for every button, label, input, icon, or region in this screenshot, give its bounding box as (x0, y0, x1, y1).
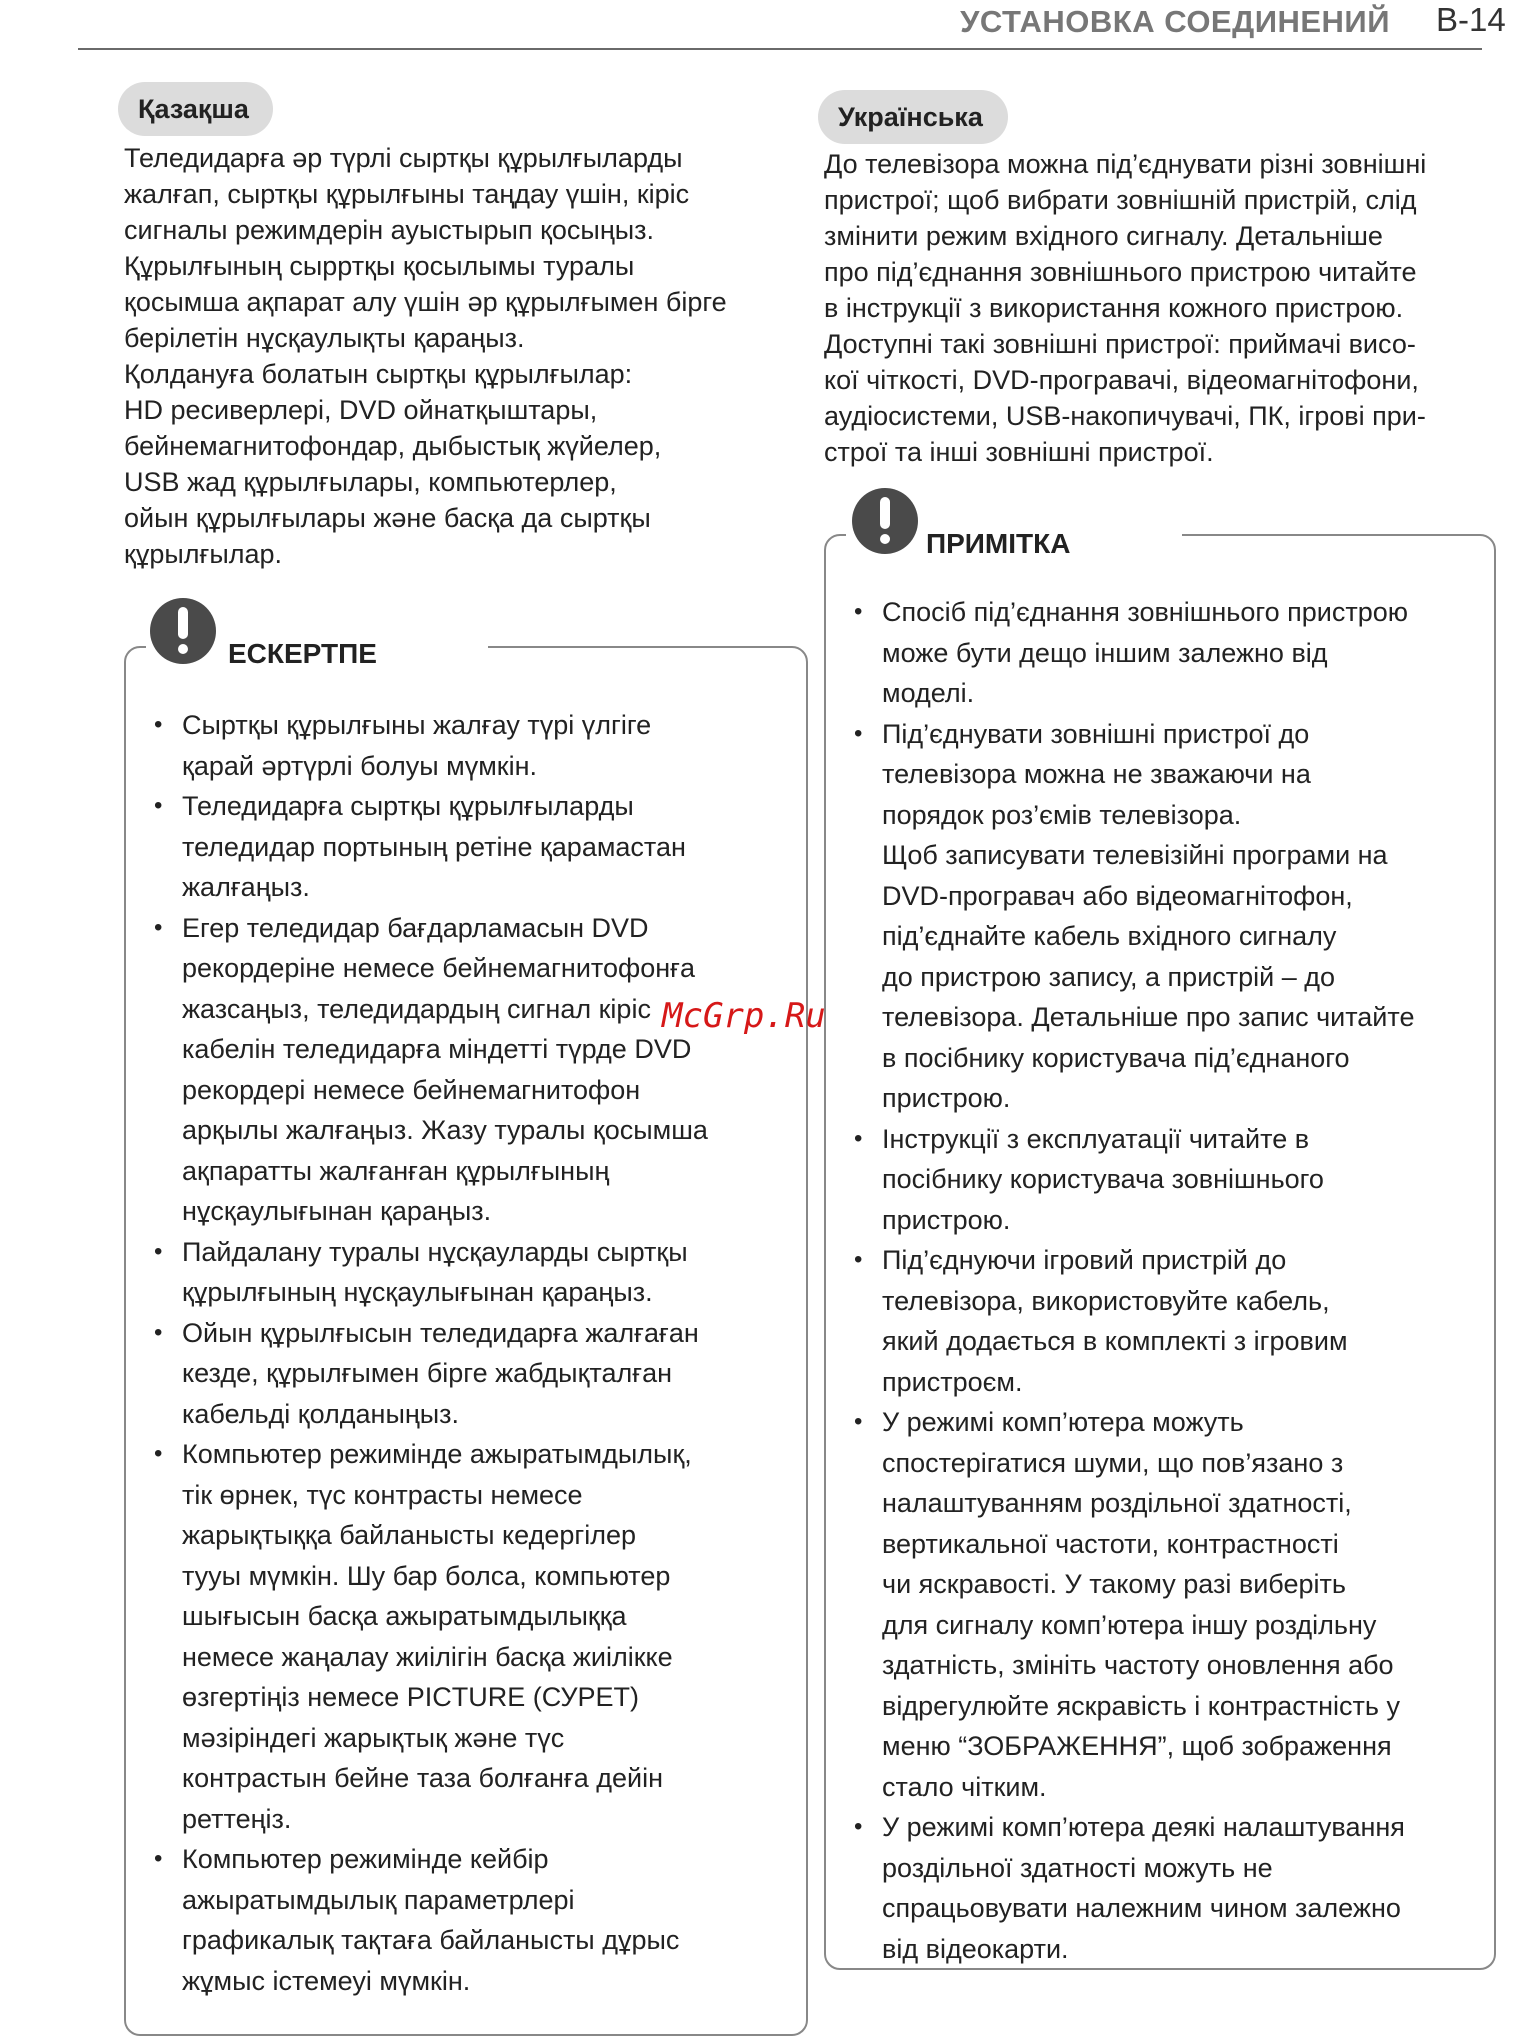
kazakh-note-list (152, 705, 792, 2001)
list-item: • Сыртқы құрылғыны жалғау түрі үлгіге қарай әртүрлі болуы мүмкін. (152, 705, 792, 786)
header-divider (78, 48, 1482, 50)
list-item: • Компьютер режимінде ажыратымдылық, тік өрнек, түс контрасты немесе жарықтыққа байланысты кедергілер тууы мүмкін. Шу бар болса, компьютер шығысын басқа ажыратымдылыққа немесе жаңалау жиілігін басқа жиілікке өзгертіңіз немесе PICTURE (СУРЕТ) мәзіріндегі жарықтық және түс контрастын бейне таза болғанға дейін реттеңіз. (152, 1434, 792, 1839)
list-item: • Компьютер режимінде кейбір ажыратымдылық параметрлері графикалық тақтаға байланысты дұрыс жұмыс істемеуі мүмкін. (152, 1839, 792, 2001)
kazakh-intro-text: Теледидарға әр түрлі сыртқы құрылғыларды жалғап, сыртқы құрылғыны таңдау үшін, кіріс сигналы режимдерін ауыстырып қосыңыз. Құрылғының сырртқы қосылымы туралы қосымша ақпарат алу үшін әр құрылғымен бірге берілетін нұсқаулықты қараңыз. Қолдануға болатын сыртқы құрылғылар: HD ресиверлері, DVD ойнатқыштары, бейнемагнитофондар, дыбыстық жүйелер, USB жад құрылғылары, компьютерлер, ойын құрылғылары және басқа да сыртқы құрылғылар. (124, 143, 727, 569)
page-number: В-14 (1436, 1, 1506, 38)
list-item: • Під’єднувати зовнішні пристрої до телевізора можна не зважаючи на порядок роз’ємів телевізора. Щоб записувати телевізійні програми на DVD-програвач або відеомагнітофон, під’єднайте кабель вхідного сигналу до пристрою запису, а пристрій – до телевізора. Детальніше про запис читайте в посібнику користувача під’єднаного пристрою. (852, 714, 1488, 1119)
list-item: • У режимі комп’ютера деякі налаштування роздільної здатності можуть не спрацьовувати належним чином залежно від відеокарти. (852, 1807, 1488, 1969)
section-title: УСТАНОВКА СОЕДИНЕНИЙ (960, 4, 1390, 39)
ukrainian-intro-text: До телевізора можна під’єднувати різні зовнішні пристрої; щоб вибрати зовнішній пристрій, слід змінити режим вхідного сигналу. Детальніше про під’єднання зовнішнього пристрою читайте в інструкції з використання кожного пристрою. Доступні такі зовнішні пристрої: приймачі висо- кої чіткості, DVD-програвачі, відеомагнітофони, аудіосистеми, USB-накопичувачі, ПК, ігрові при- строї та інші зовнішні пристрої. (824, 149, 1427, 467)
watermark: McGrp.Ru (662, 996, 826, 1036)
list-item: • Під’єднуючи ігровий пристрій до телевізора, використовуйте кабель, який додається в комплекті з ігровим пристроєм. (852, 1240, 1488, 1402)
list-item: • Теледидарға сыртқы құрылғыларды теледидар портының ретіне қарамастан жалғаңыз. (152, 786, 792, 908)
exclamation-icon (852, 488, 918, 554)
list-item: • Пайдалану туралы нұсқауларды сыртқы құрылғының нұсқаулығынан қараңыз. (152, 1232, 792, 1313)
list-item: • Спосіб під’єднання зовнішнього пристрою може бути дещо іншим залежно від моделі. (852, 592, 1488, 714)
ukrainian-language-label: Українська (818, 90, 1008, 144)
kazakh-language-label: Қазақша (118, 82, 273, 136)
exclamation-icon (150, 598, 216, 664)
kazakh-note-title: ЕСКЕРТПЕ (228, 638, 377, 669)
ukrainian-note-list (852, 592, 1488, 1969)
list-item: • У режимі комп’ютера можуть спостерігатися шуми, що пов’язано з налаштуванням роздільної здатності, вертикальної частоти, контрастності чи яскравості. У такому разі виберіть для сигналу комп’ютера іншу роздільну здатність, змініть частоту оновлення або відрегулюйте яскравість і контрастність у меню “ЗОБРАЖЕННЯ”, щоб зображення стало чітким. (852, 1402, 1488, 1807)
list-item: • Ойын құрылғысын теледидарға жалғаған кезде, құрылғымен бірге жабдықталған кабельді қолданыңыз. (152, 1313, 792, 1435)
ukrainian-note-title: ПРИМІТКА (926, 528, 1071, 559)
list-item: • Інструкції з експлуатації читайте в посібнику користувача зовнішнього пристрою. (852, 1119, 1488, 1241)
list-item: • Егер теледидар бағдарламасын DVD рекордеріне немесе бейнемагнитофонға жазсаңыз, теледидардың сигнал кіріс кабелін теледидарға міндетті түрде DVD рекордері немесе бейнемагнитофон арқылы жалғаңыз. Жазу туралы қосымша ақпаратты жалғанған құрылғының нұсқаулығынан қараңыз. (152, 908, 792, 1232)
